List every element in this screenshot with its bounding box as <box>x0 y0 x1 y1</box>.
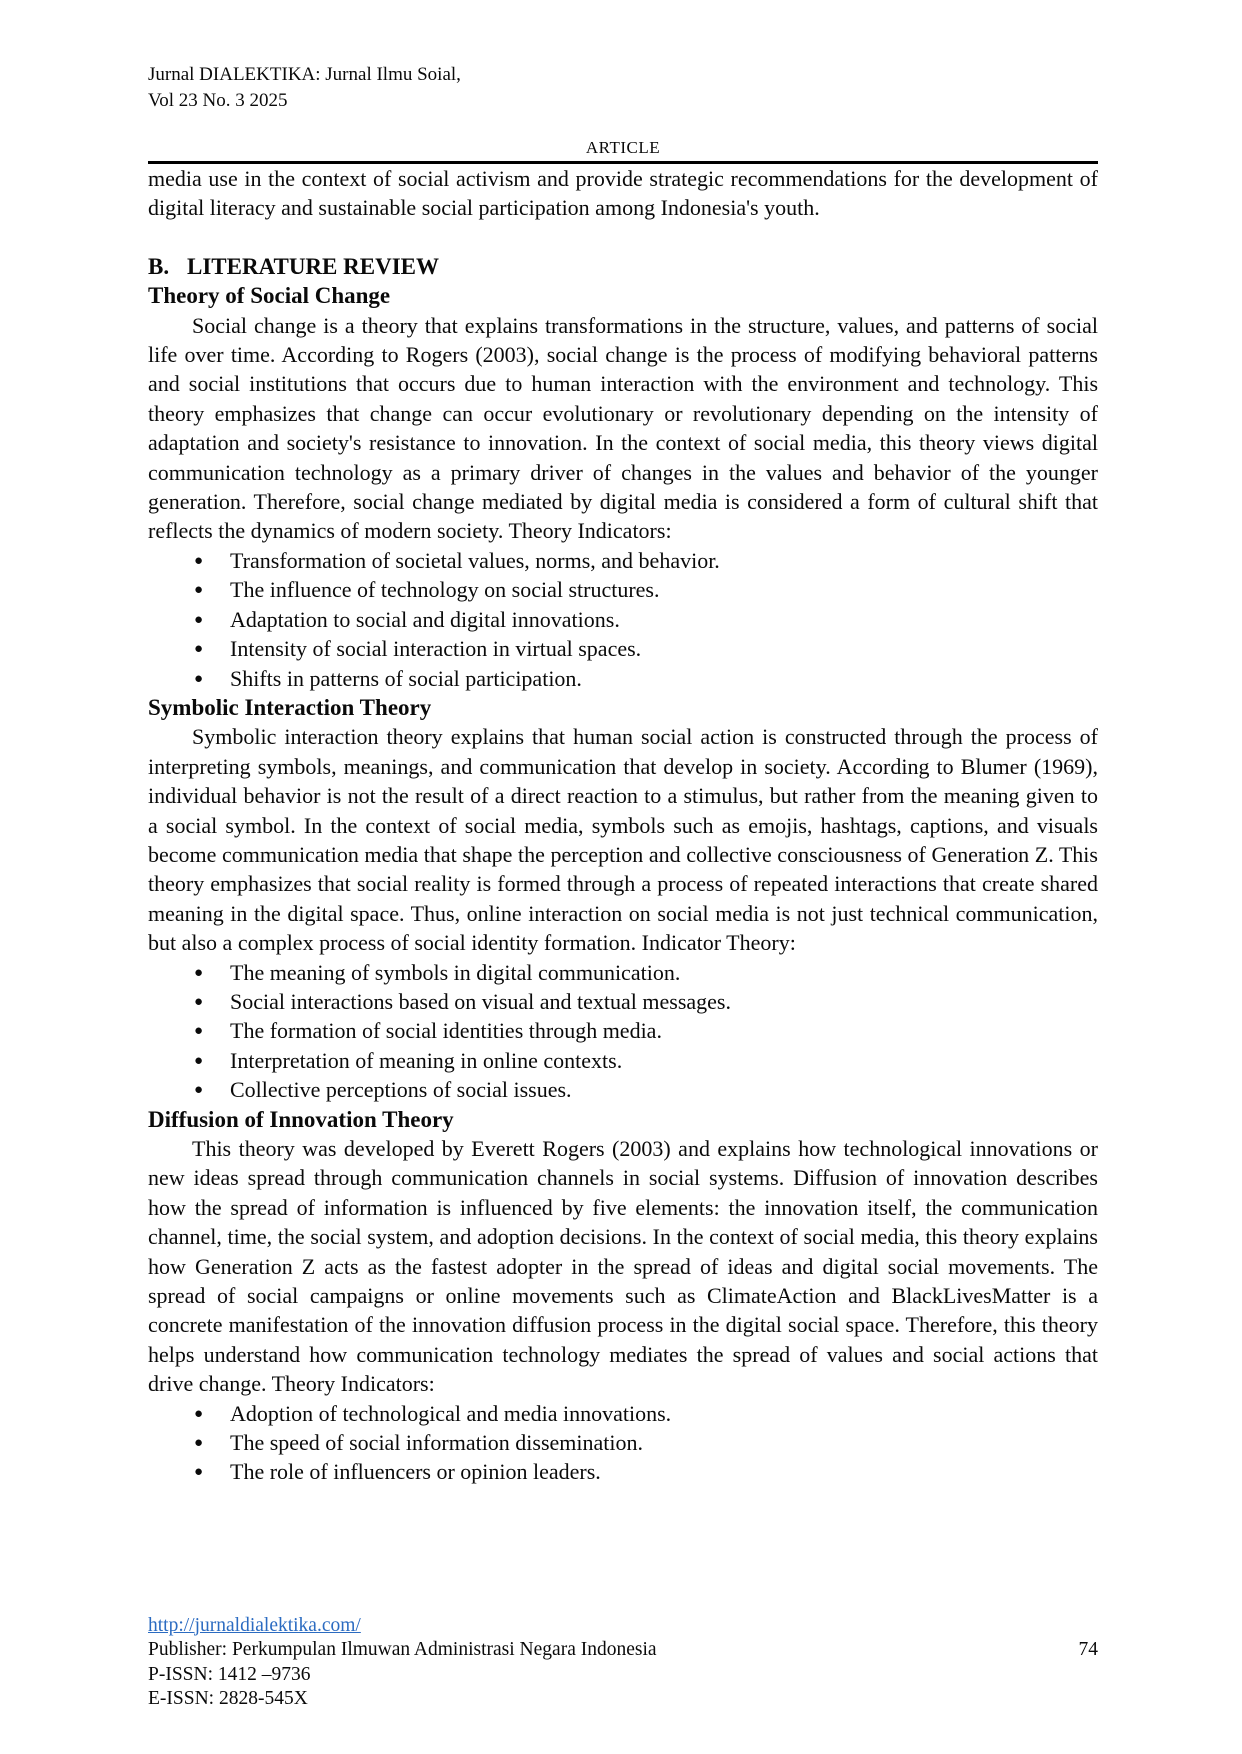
e-issn-line: E-ISSN: 2828-545X <box>148 1688 308 1710</box>
list-item: ● The speed of social information dissemination. <box>148 1428 1098 1457</box>
publisher-line: Publisher: Perkumpulan Ilmuwan Administrasi Negara Indonesia <box>148 1639 657 1661</box>
list-item: ● Transformation of societal values, norms, and behavior. <box>148 546 1098 575</box>
page-number: 74 <box>1078 1639 1098 1661</box>
paragraph-social-change: Social change is a theory that explains transformations in the structure, values, and patterns of social life over time. According to Rogers (2003), social change is the process of modifying behavioral patterns and social institutions that occurs due to human interaction with the environment and technology. This theory emphasizes that change can occur evolutionary or revolutionary depending on the intensity of adaptation and society's resistance to innovation. In the context of social media, this theory views digital communication technology as a primary driver of changes in the values and behavior of the younger generation. Therefore, social change mediated by digital media is considered a form of cultural shift that reflects the dynamics of modern society. Theory Indicators: <box>148 312 1098 544</box>
article-body <box>148 164 1098 1487</box>
list-item: ● Interpretation of meaning in online contexts. <box>148 1046 1098 1075</box>
list-item: ● The influence of technology on social structures. <box>148 575 1098 604</box>
article-label: ARTICLE <box>585 138 661 157</box>
subsection-heading-social-change: Theory of Social Change <box>148 283 391 309</box>
section-letter: B. <box>148 253 170 279</box>
paragraph-symbolic-interaction: Symbolic interaction theory explains that human social action is constructed through the process of interpreting symbols, meanings, and communication that develop in society. According to Blumer (1969), individual behavior is not the result of a direct reaction to a stimulus, but rather from the meaning given to a social symbol. In the context of social media, symbols such as emojis, hashtags, captions, and visuals become communication media that shape the perception and collective consciousness of Generation Z. This theory emphasizes that social reality is formed through a process of repeated interactions that create shared meaning in the digital space. Thus, online interaction on social media is not just technical communication, but also a complex process of social identity formation. Indicator Theory: <box>148 724 1098 956</box>
list-item: ● Collective perceptions of social issues. <box>148 1075 1098 1104</box>
section-title: LITERATURE REVIEW <box>187 253 439 279</box>
journal-volume: Vol 23 No. 3 2025 <box>148 90 288 111</box>
footer-link[interactable]: http://jurnaldialektika.com/ <box>148 1614 361 1636</box>
list-item: ● Social interactions based on visual and textual messages. <box>148 987 1098 1016</box>
bullet-list-social-change <box>148 546 1098 693</box>
journal-title: Jurnal DIALEKTIKA: Jurnal Ilmu Soial, <box>148 64 461 85</box>
subsection-heading-diffusion-innovation: Diffusion of Innovation Theory <box>148 1106 454 1132</box>
list-item: ● Intensity of social interaction in virtual spaces. <box>148 634 1098 663</box>
subsection-heading-symbolic-interaction: Symbolic Interaction Theory <box>148 694 432 720</box>
intro-paragraph: media use in the context of social activism and provide strategic recommendations for the development of digital literacy and sustainable social participation among Indonesia's youth. <box>148 166 1098 221</box>
list-item: ● Adoption of technological and media innovations. <box>148 1399 1098 1428</box>
article-band <box>148 138 1098 164</box>
section-heading-literature-review <box>148 252 1098 281</box>
list-item: ● The role of influencers or opinion leaders. <box>148 1457 1098 1486</box>
page-header <box>148 62 1098 114</box>
list-item: ● The formation of social identities through media. <box>148 1016 1098 1045</box>
page-footer <box>148 1614 1098 1712</box>
list-item: ● Adaptation to social and digital innovations. <box>148 605 1098 634</box>
p-issn-line: P-ISSN: 1412 –9736 <box>148 1663 311 1685</box>
bullet-list-symbolic-interaction <box>148 958 1098 1105</box>
bullet-list-diffusion-innovation <box>148 1399 1098 1487</box>
list-item: ● Shifts in patterns of social participation. <box>148 664 1098 693</box>
list-item: ● The meaning of symbols in digital communication. <box>148 958 1098 987</box>
paragraph-diffusion-innovation: This theory was developed by Everett Rogers (2003) and explains how technological innovations or new ideas spread through communication channels in social systems. Diffusion of innovation describes how the spread of information is influenced by five elements: the innovation itself, the communication channel, time, the social system, and adoption decisions. In the context of social media, this theory explains how Generation Z acts as the fastest adopter in the spread of ideas and digital social movements. The spread of social campaigns or online movements such as ClimateAction and BlackLivesMatter is a concrete manifestation of the innovation diffusion process in the digital social space. Therefore, this theory helps understand how communication technology mediates the spread of values and social actions that drive change. Theory Indicators: <box>148 1136 1098 1397</box>
